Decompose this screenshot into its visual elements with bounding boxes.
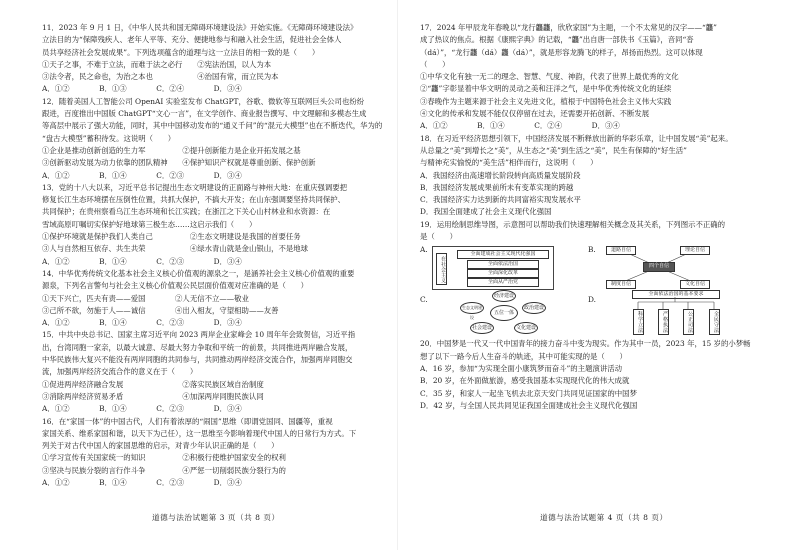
diagram-c-node-3: 文化建设 <box>514 322 538 334</box>
diagram-a-box-2: 全面依法治国 <box>467 260 539 269</box>
diagram-area <box>420 244 770 336</box>
diagram-d-item-4: 全民守法 <box>709 309 720 335</box>
diagram-c-node-2: 政治建设 <box>522 302 546 314</box>
left-text-line: ①学习宣传有关国家统一的知识 ②积极行使维护国家安全的权利 <box>42 453 286 463</box>
left-footer: 道德与法治试题第 3 页（共 8 页） <box>152 512 280 522</box>
diagram-b-node-3: 制度自信 <box>606 280 636 289</box>
left-text-line: 员共享经济社会发展成果”。下列选项蕴含的道理与这一立法目的相一致的是（ ） <box>42 47 320 57</box>
left-text-line: 12．随着美国人工智能公司 OpenAI 实验室发布 ChatGPT，谷歌、微软等互联网巨头公司也纷纷 <box>42 96 365 106</box>
left-text-line: 雪域高原叮嘱切实保护好地球第三极生态……这启示我们（ ） <box>42 219 257 229</box>
left-text-line: ③坚决与民族分裂的言行作斗争 ④严惩一切削弱民族分裂行为的 <box>42 465 286 475</box>
left-text-line: A．①② B．①③ C．②④ D．③④ <box>42 84 242 94</box>
right-text-line: ①中华文化有独一无二的理念、智慧、气度、神韵，代表了世界上最优秀的文化 <box>420 72 679 82</box>
left-text-line: ①保护环境就是保护我们人类自己 ②生态文明建设是我国的首要任务 <box>42 232 301 242</box>
diagram-a-box-4: 全面从严治党 <box>467 278 539 287</box>
left-text-line: “盘古大模型”蓄积待发。这说明（ ） <box>42 133 176 143</box>
right-text-line: ②“龘”字彰显着中华文明的灵动之美和汪洋之气，是中华优秀传统文化的延续 <box>420 84 672 94</box>
right-text-line: C．我国经济实力达到新的共同富裕实现发展水平 <box>420 195 581 205</box>
left-text-line: ③法令者，民之命也，为治之本也 ④治国有常，而立民为本 <box>42 72 279 82</box>
right-text-line: 17．2024 年甲辰龙年春晚以“龙行龘龘，欣欣家国”为主题，一个不太常见的汉字——“龘” <box>420 23 717 32</box>
right-question-block-top <box>420 22 770 243</box>
right-text-line: ④文化的传承和发展不能仅仅停留在过去，还需要开拓创新、不断发展 <box>420 109 650 119</box>
diagram-d-label: D. <box>588 295 597 305</box>
right-text-line: B．20 岁，在外面做旅游，感受我国基本实现现代化的伟大成就 <box>420 376 630 386</box>
diagram-c-center: 五位一体 <box>490 305 518 321</box>
left-text-line: A．①② B．①④ C．②③ D．③④ <box>42 318 242 328</box>
left-text-line: 家国关系、维系家国和谐，以天下为己任），这一思维至今影响着现代中国人的日常行为方式。下 <box>42 428 357 438</box>
right-text-line: 与精神充实愉悦的“美生活”相伴而行，这说明（ ） <box>420 158 598 168</box>
right-text-line: 18．在习近平经济思想引领下，中国经济发展不断释放出新的华彩乐章，让中国发展“美”起来。 <box>420 133 733 143</box>
right-text-line: A．我国经济由高速增长阶段转向高质量发展阶段 <box>420 170 581 180</box>
right-text-line: B．我国经济发展成果前所未有变革实现的跨越 <box>420 182 574 192</box>
diagram-b <box>598 244 718 290</box>
right-text-line: C．35 岁，和家人一起坐飞机去北京天安门共同见证国家的中国梦 <box>420 388 637 398</box>
left-text-line: 13．党的十八大以来，习近平总书记提出生态文明建设的正面路与神州大地：在重庆强调要把 <box>42 182 348 192</box>
right-text-line: 从总量之“美”到增长之“美”，从生态之“美”到生活之“美”，民生有保障的“好生活” <box>420 145 687 155</box>
diagram-c-node-4: 社会建设 <box>470 322 494 334</box>
left-text-line: 等高层中展示了强大功能，同时，其中中国移动发布的“通义千问”的“混元大模型”也在不断迭代，华为的 <box>42 121 383 131</box>
left-text-line: ③创新驱动发展为动力依靠的团队精神 ④保护知识产权就是尊重创新、保护创新 <box>42 158 316 168</box>
right-footer: 道德与法治试题第 4 页（共 8 页） <box>540 512 668 522</box>
diagram-c-node-1: 经济建设 <box>492 290 516 302</box>
diagram-a-box-1: 全面建成社会主义现代化强国 <box>457 250 549 259</box>
right-question-block-bottom <box>420 338 770 412</box>
diagram-d-title: 全面依法治国的基本要求 <box>632 290 720 299</box>
diagram-a-side: 在社会主义 <box>436 253 447 285</box>
right-text-line: A．①② B．①④ C．②④ D．③④ <box>420 121 620 131</box>
diagram-c <box>450 290 560 336</box>
left-text-line: 11．2023 年 9 月 1 日，《中华人民共和国无障碍环境建设法》开始实施。《无障碍环境建设法》 <box>42 23 358 32</box>
left-text-line: ①促进两岸经济融合发展 ②落实民族区域自治制度 <box>42 379 264 389</box>
left-text-line: ③人与自然相互依存、共生共荣 ④绿水青山就是金山银山，不是地球 <box>42 244 309 254</box>
right-page <box>420 22 770 522</box>
left-text-line: ③消除两岸经济贸易矛盾 ④加深两岸同胞民族认同 <box>42 391 264 401</box>
page-fold <box>397 0 398 550</box>
left-text-line: 中华民族伟大复兴不能没有两岸同胞的共同参与，共同推动两岸经济交流合作，加强两岸同胞交 <box>42 355 353 365</box>
left-text-line: 共同保护；在贵州察看乌江生态环境和长江实践；在浙江之下关心山村林业和水资源：在 <box>42 207 331 217</box>
left-text-line: 跟进，百度推出中国版 ChatGPT“文心一言”，在文学创作、商业报告撰写、中文理解和多模态生成 <box>42 109 367 119</box>
diagram-b-node-4: 文化自信 <box>680 280 710 289</box>
right-text-line: 是（ ） <box>420 232 457 242</box>
left-page <box>42 22 392 522</box>
diagram-b-center: 四个自信 <box>643 262 675 272</box>
left-text-line: 立法目的为“保障残疾人、老年人平等、充分、便捷地参与和融入社会生活，促进社会全体人 <box>42 35 342 45</box>
left-question-block <box>42 22 392 489</box>
right-text-line: A．16 岁，参加“为实现全面小康筑梦而奋斗”的主题演讲活动 <box>420 363 623 373</box>
left-text-line: 流，加强两岸经济交流合作的意义在于（ ） <box>42 367 198 377</box>
left-text-line: A．①② B．①④ C．②③ D．③④ <box>42 477 242 487</box>
right-text-line: D．42 岁，与全国人民共同见证我国全面建成社会主义现代化强国 <box>420 400 638 410</box>
right-text-line: ③春晚作为主题来源于社会主义先进文化，植根于中国特色社会主义伟大实践 <box>420 96 672 106</box>
diagram-c-node-5: 生态文明建设 <box>460 302 484 314</box>
right-text-line: D．我国全面建成了社会主义现代化强国 <box>420 207 552 217</box>
left-text-line: 出，台湾同胞一家亲，以最大诚意、尽最大努力争取和平统一的前景，共同推进两岸融合发展， <box>42 342 353 352</box>
diagram-b-node-1: 道路自信 <box>606 246 636 255</box>
left-text-line: A．①② B．①④ C．②③ D．③④ <box>42 404 242 414</box>
right-text-line: （ ） <box>420 59 450 69</box>
right-text-line: 20．中国梦是一代又一代中国青年的接力奋斗中变为现实。作为其中一员，2023 年，15 岁的小梦畅 <box>420 339 751 349</box>
diagram-b-label: B. <box>588 245 596 255</box>
diagram-c-label: C. <box>420 295 428 305</box>
diagram-d <box>620 290 730 336</box>
diagram-a-label: A. <box>420 245 428 255</box>
left-text-line: 15．中共中央总书记、国家主席习近平向 2023 两岸企业家峰会 10 周年年会致贺信，习近平指 <box>42 330 356 340</box>
left-text-line: 修复长江生态环境摆在压倒性位置，共抓大保护，不搞大开发；在山东强调要坚持共同保护、 <box>42 195 346 205</box>
left-text-line: ①天下兴亡，匹夫有责——爱国 ②人无信不立——敬业 <box>42 293 249 303</box>
diagram-d-item-2: 严格执法 <box>658 309 669 335</box>
diagram-b-node-2: 理论自信 <box>680 246 710 255</box>
right-text-line: 想了以下一路今后人生奋斗的轨迹，其中可能实现的是（ ） <box>420 351 627 361</box>
right-text-line: （dá）”，“龙行龘（dá）龘（dá）”，就是形容龙腾飞的样子，昂扬而热烈。这可以体现 <box>420 47 703 57</box>
left-text-line: 列关于对古代中国人的家国思维的启示，对青少年认识正确的是（ ） <box>42 441 279 451</box>
right-text-line: 成了热议的焦点。根据《康熙字典》的记载，“龘”出自唐一部佚书《玉篇》，音同“沓 <box>420 35 694 45</box>
right-text-line: 19．运用绘制思维导图，示意图可以帮助我们快速理解相关概念及其关系，下列图示不正确的 <box>420 219 726 229</box>
diagram-d-item-3: 公正司法 <box>683 309 694 335</box>
left-text-line: 14．中华优秀传统文化基本社会主义核心价值观的源泉之一，是涵养社会主义核心价值观的重要 <box>42 268 355 278</box>
diagram-d-item-1: 科学立法 <box>633 309 644 335</box>
left-text-line: ③己所不欲，勿施于人——诚信 ④出入相友，守望相助——友善 <box>42 305 279 315</box>
left-text-line: ①天子之事，不难于立法，而难于法之必行 ②宪法治国，以人为本 <box>42 59 272 69</box>
left-text-line: A．①② B．①④ C．②③ D．③④ <box>42 170 242 180</box>
left-text-line: ①企业是推动创新创造的生力军 ②提升创新能力是企业开拓发展之基 <box>42 145 301 155</box>
left-text-line: A．①② B．①④ C．②③ D．③④ <box>42 256 242 266</box>
left-text-line: 源泉，下列名言警句与社会主义核心价值观公民层面价值观对应准确的是（ ） <box>42 281 309 291</box>
left-text-line: 16．在“家国一体”的中国古代，人们有着浓厚的“闹国”思维（即谓党国同、国疆等，重视 <box>42 416 333 426</box>
diagram-a <box>432 246 554 290</box>
diagram-a-box-3: 全面深化改革 <box>467 269 539 278</box>
